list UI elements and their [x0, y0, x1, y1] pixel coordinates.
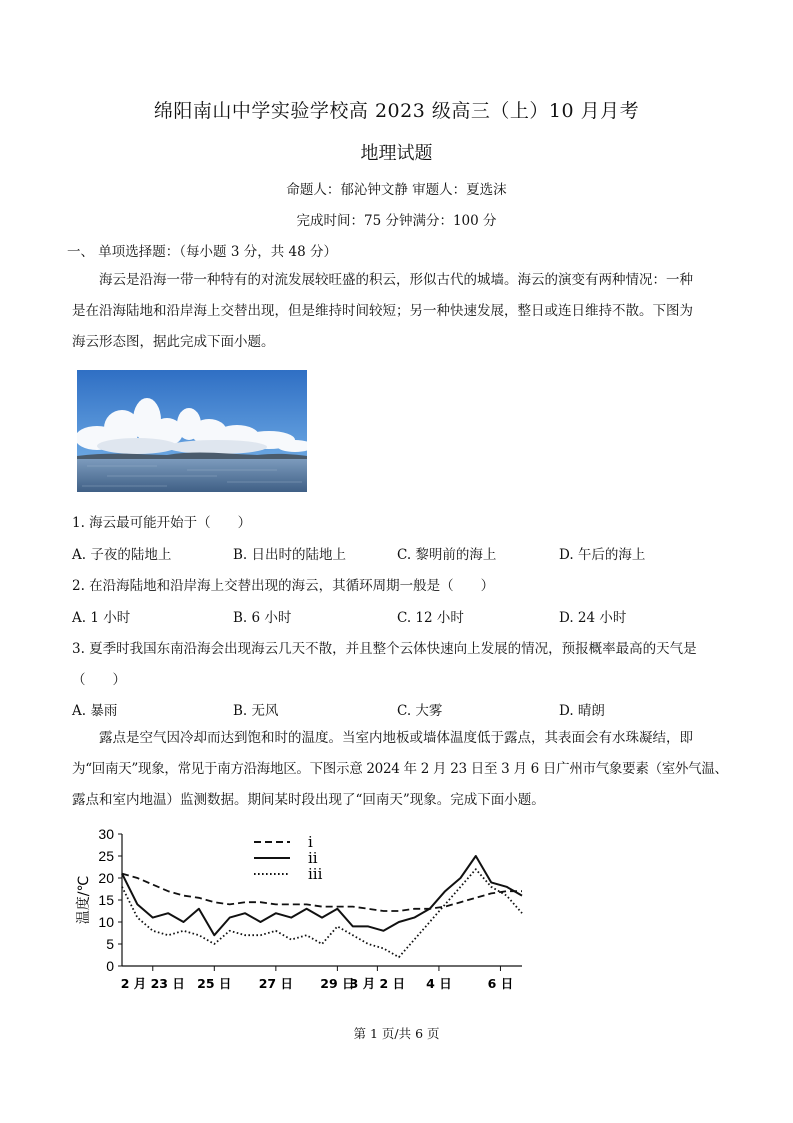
- passage-2-line: 露点和室内地温）监测数据。期间某时段出现了“回南天”现象。完成下面小题。: [72, 792, 545, 808]
- x-tick-label: 29 日: [320, 976, 355, 991]
- exam-time-score: 完成时间：75 分钟满分：100 分: [296, 213, 497, 229]
- y-tick-label: 10: [98, 914, 114, 930]
- question-1-stem: 1. 海云最可能开始于（ ）: [72, 515, 252, 531]
- weather-chart: [72, 826, 532, 998]
- question-3-stem: 3. 夏季时我国东南沿海会出现海云几天不散，并且整个云体快速向上发展的情况，预报概率最高的天气是: [72, 641, 697, 657]
- x-tick-label: 2 月 23 日: [120, 976, 185, 991]
- question-1-option-c: C. 黎明前的海上: [397, 547, 497, 563]
- question-2-option-c: C. 12 小时: [397, 610, 464, 626]
- x-tick-label: 27 日: [258, 976, 293, 991]
- question-1-option-b: B. 日出时的陆地上: [233, 547, 347, 563]
- sea-cloud-image: [77, 370, 307, 492]
- y-tick-label: 30: [98, 826, 114, 842]
- passage-2-line: 为“回南天”现象，常见于南方沿海地区。下图示意 2024 年 2 月 23 日至 3 月 6 日广州市气象要素（室外气温、: [72, 761, 728, 777]
- y-tick-label: 5: [106, 936, 114, 952]
- x-tick-label: 4 日: [426, 976, 452, 991]
- y-tick-label: 15: [98, 892, 114, 908]
- question-3-option-b: B. 无风: [233, 703, 279, 719]
- legend-label-iii: iii: [308, 865, 323, 883]
- page-footer: 第 1 页/共 6 页: [353, 1026, 440, 1041]
- passage-2: [72, 723, 728, 816]
- y-tick-label: 25: [98, 848, 114, 864]
- exam-title: 绵阳南山中学实验学校高 2023 级高三（上）10 月月考: [153, 100, 640, 122]
- question-3-stem-cont: （ ）: [72, 672, 126, 688]
- question-2-option-a: A. 1 小时: [72, 610, 131, 626]
- x-tick-label: 25 日: [197, 976, 232, 991]
- passage-1-line: 海云形态图，据此完成下面小题。: [72, 334, 275, 350]
- passage-1-line: 是在沿海陆地和沿岸海上交替出现，但是维持时间较短；另一种快速发展，整日或连日维持不散。下图为: [72, 303, 693, 319]
- legend-label-ii: ii: [308, 849, 318, 867]
- question-1-option-d: D. 午后的海上: [559, 547, 646, 563]
- passage-2-line: 露点是空气因冷却而达到饱和时的温度。当室内地板或墙体温度低于露点，其表面会有水珠凝结，即: [99, 730, 693, 746]
- question-3-option-d: D. 晴朗: [559, 703, 605, 719]
- passage-1-line: 海云是沿海一带一种特有的对流发展较旺盛的积云，形似古代的城墙。海云的演变有两种情况：一种: [99, 272, 693, 288]
- x-tick-label: 3 月 2 日: [349, 976, 406, 991]
- question-1-option-a: A. 子夜的陆地上: [72, 547, 172, 563]
- exam-authors: 命题人：郁沁钟文静 审题人：夏选沫: [286, 182, 507, 198]
- y-axis-label: 温度/℃: [76, 875, 92, 925]
- y-tick-label: 0: [106, 958, 114, 974]
- y-tick-label: 20: [98, 870, 114, 886]
- question-2-option-d: D. 24 小时: [559, 610, 627, 626]
- section-heading: 一、 单项选择题：（每小题 3 分，共 48 分）: [67, 244, 337, 260]
- sea-cloud-photo: [77, 370, 307, 492]
- question-3-option-a: A. 暴雨: [72, 703, 118, 719]
- question-2-stem: 2. 在沿海陆地和沿岸海上交替出现的海云，其循环周期一般是（ ）: [72, 578, 495, 594]
- x-tick-label: 6 日: [487, 976, 514, 991]
- passage-1: [72, 265, 722, 358]
- exam-subject: 地理试题: [360, 143, 433, 164]
- question-2-option-b: B. 6 小时: [233, 610, 292, 626]
- question-3-option-c: C. 大雾: [397, 703, 443, 719]
- weather-chart-svg: [72, 826, 532, 998]
- legend-label-i: i: [308, 833, 313, 851]
